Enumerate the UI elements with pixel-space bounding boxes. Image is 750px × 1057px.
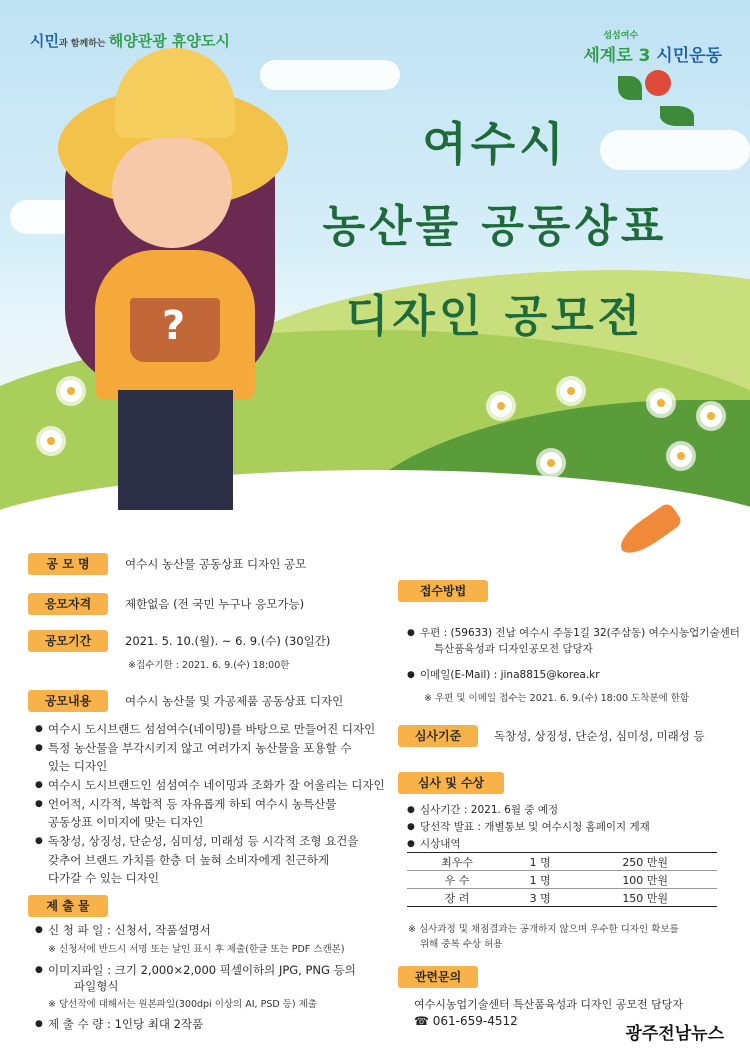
award-note: ※ 심사과정 및 채점결과는 공개하지 않으며 우수한 디자인 확보를: [408, 924, 679, 935]
content-bullet: ● 여수시 도시브랜드 섬섬여수(네이밍)를 바탕으로 만들어진 디자인: [48, 721, 375, 737]
title-line-3: 디자인 공모전: [345, 291, 645, 342]
flower-icon: [60, 380, 82, 402]
qualification-value: 제한없음 (전 국민 누구나 응모가능): [125, 597, 305, 611]
qualification-label: 응모자격: [28, 593, 108, 615]
receipt-email: ● 이메일(E-Mail) : jina8815@korea.kr: [420, 667, 600, 683]
contact-label: 관련문의: [398, 966, 478, 988]
prize-rank: 우 수: [407, 871, 507, 889]
submission-item: ● 이미지파일 : 크기 2,000×2,000 픽셀이하의 JPG, PNG 등의: [48, 962, 356, 978]
cloud: [260, 60, 400, 90]
slogan-part: 과 함께하는: [58, 39, 109, 49]
prize-count: 1 명: [507, 853, 573, 871]
prize-amount: 100 만원: [573, 871, 717, 889]
flower-icon: [670, 445, 692, 467]
period-note: ※접수기한 : 2021. 6. 9.(수) 18:00한: [128, 660, 290, 671]
flower-icon: [40, 430, 62, 452]
period-label: 공모기간: [28, 630, 108, 652]
content-bullet: ● 여수시 도시브랜드인 섬섬여수 네이밍과 조화가 잘 어울리는 디자인: [48, 777, 385, 793]
award-item: ● 시상내역: [420, 836, 461, 852]
content-bullet-cont: 갖추어 브랜드 가치를 한층 더 높혀 소비자에게 친근하게: [48, 853, 330, 867]
prize-rank: 장 려: [407, 889, 507, 907]
title-line-1: 여수시: [422, 117, 568, 171]
news-watermark: 광주전남뉴스: [625, 1024, 724, 1044]
slogan-part: 시민: [30, 32, 59, 50]
city-slogan-logo: [30, 30, 230, 51]
character-pants: [118, 390, 233, 510]
submission-label: 제 출 물: [28, 895, 108, 917]
award-item: ● 당선작 발표 : 개별통보 및 여수시청 홈페이지 게재: [420, 819, 650, 835]
submission-item: ● 신 청 파 일 : 신청서, 작품설명서: [48, 922, 211, 938]
submission-item: ● 제 출 수 량 : 1인당 최대 2작품: [48, 1016, 203, 1032]
content-label: 공모내용: [28, 690, 108, 712]
content-value: 여수시 농산물 및 가공제품 공동상표 디자인: [125, 694, 344, 708]
flower-icon: [540, 452, 562, 474]
question-mark: ?: [162, 303, 186, 349]
content-bullet: ● 독창성, 상징성, 단순성, 심미성, 미래성 등 시각적 조형 요건을: [48, 833, 358, 849]
prize-count: 3 명: [507, 889, 573, 907]
period-value: 2021. 5. 10.(월). ~ 6. 9.(수) (30일간): [125, 634, 331, 648]
prize-table: [407, 852, 717, 907]
table-row: [407, 889, 717, 907]
movement-logo: [583, 28, 722, 66]
flower-icon: [650, 392, 672, 414]
contact-org: 여수시농업기술센터 특산품육성과 디자인 공모전 담당자: [414, 998, 684, 1011]
criteria-label: 심사기준: [398, 725, 478, 747]
contest-name-label: 공 모 명: [28, 553, 108, 575]
prize-amount: 150 만원: [573, 889, 717, 907]
criteria-value: 독창성, 상징성, 단순성, 심미성, 미래성 등: [494, 729, 705, 743]
prize-count: 1 명: [507, 871, 573, 889]
receipt-post-cont: 특산품육성과 디자인공모전 담당자: [434, 643, 593, 655]
prize-rank: 최우수: [407, 853, 507, 871]
table-row: [407, 853, 717, 871]
content-bullet: ● 언어적, 시각적, 복합적 등 자유롭게 하되 여수시 농특산물: [48, 796, 336, 812]
prize-amount: 250 만원: [573, 853, 717, 871]
content-bullet: ● 특정 농산물을 부각시키지 않고 여러가지 농산물을 포용할 수: [48, 740, 351, 756]
contact-phone: ☎ 061-659-4512: [414, 1014, 518, 1028]
submission-note: ※ 신청서에 반드시 서명 또는 날인 표시 후 제출(한글 또는 PDF 스캔본): [48, 944, 345, 955]
logo-small-text: 섬섬여수: [603, 31, 639, 41]
receipt-note: ※ 우편 및 이메일 접수는 2021. 6. 9.(수) 18:00 도착분에 한함: [424, 693, 690, 704]
submission-item-cont: 파일형식: [74, 979, 119, 993]
award-item: ● 심사기간 : 2021. 6월 중 예정: [420, 802, 558, 818]
flower-icon: [560, 380, 582, 402]
logo-main-text: 세계로 3: [583, 46, 651, 66]
receipt-label: 접수방법: [398, 580, 488, 602]
receipt-post: ● 우편 : (59633) 전남 여수시 주동1길 32(주삼동) 여수시농업기술센터: [420, 625, 740, 641]
award-label: 심사 및 수상: [398, 772, 504, 794]
flower-icon: [490, 395, 512, 417]
tomato-icon: [645, 70, 671, 96]
contest-name-value: 여수시 농산물 공동상표 디자인 공모: [125, 557, 307, 571]
content-bullet-cont: 다가갈 수 있는 디자인: [48, 871, 159, 885]
slogan-part: 해양관광 휴양도시: [108, 32, 230, 50]
table-row: [407, 871, 717, 889]
title-line-2: 농산물 공동상표: [322, 201, 668, 252]
content-bullet-cont: 있는 디자인: [48, 759, 108, 773]
hat-crown: [115, 48, 235, 138]
content-bullet-cont: 공동상표 이미지에 맞는 디자인: [48, 815, 204, 829]
submission-note: ※ 당선작에 대해서는 원본파일(300dpi 이상의 AI, PSD 등) 제출: [48, 999, 317, 1010]
award-note-cont: 위해 중복 수상 허용: [420, 939, 503, 950]
leaf-icon: [618, 76, 642, 100]
logo-suffix-text: 시민운동: [656, 46, 722, 66]
flower-icon: [700, 405, 722, 427]
